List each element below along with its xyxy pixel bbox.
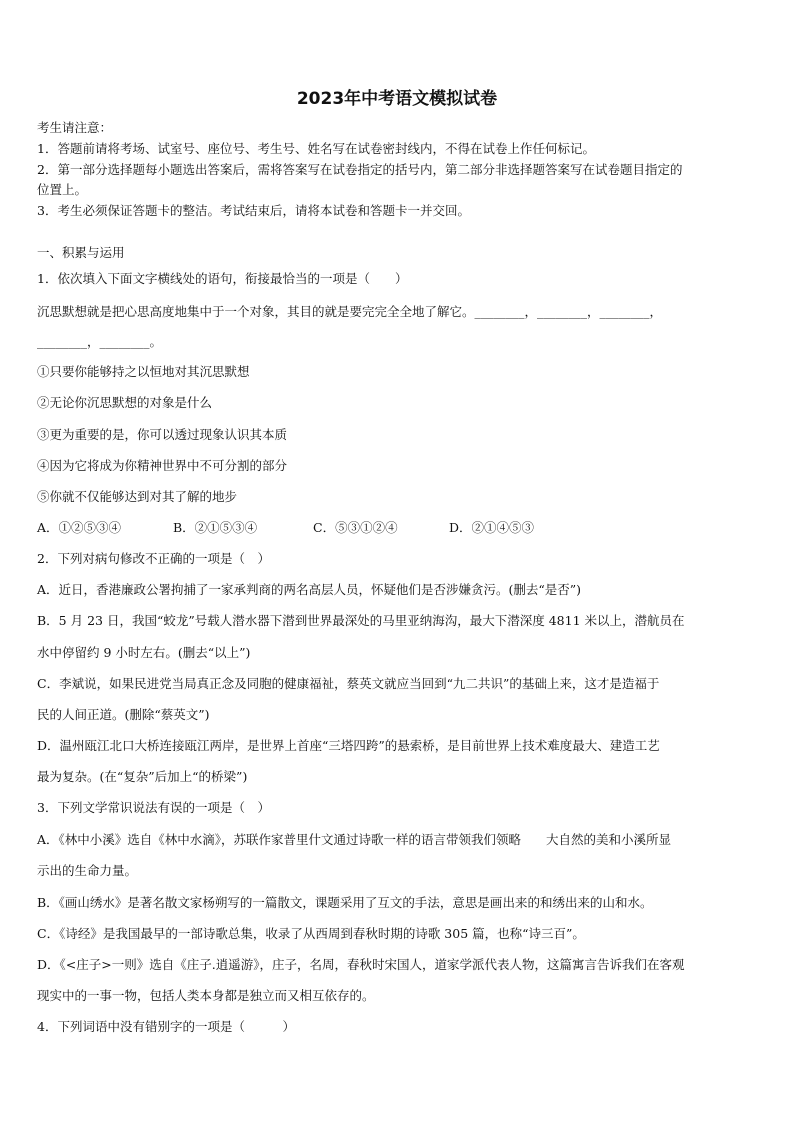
question-2-line: D．温州瓯江北口大桥连接瓯江两岸，是世界上首座“三塔四跨”的悬索桥，是目前世界上技术难度最大、建造工艺 bbox=[37, 738, 660, 753]
question-1-text: 沉思默想就是把心思高度地集中于一个对象，其目的就是要完完全全地了解它。________，________，________， bbox=[37, 304, 663, 319]
notice-item: 3．考生必须保证答题卡的整洁。考试结束后，请将本试卷和答题卡一并交回。 bbox=[37, 203, 470, 218]
question-1-options bbox=[37, 520, 759, 536]
question-2-line: 最为复杂。(在“复杂”后加上“的桥梁”) bbox=[37, 769, 248, 784]
question-2-line: B．5 月 23 日，我国“蛟龙”号载人潜水器下潜到世界最深处的马里亚纳海沟，最大下潜深度 4811 米以上，潜航员在 bbox=[37, 613, 685, 628]
question-1-item: ①只要你能够持之以恒地对其沉思默想 bbox=[37, 364, 250, 379]
page-title: 2023年中考语文模拟试卷 bbox=[296, 89, 498, 109]
notice-item: 位置上。 bbox=[37, 182, 88, 197]
question-2-line: C．李斌说，如果民进党当局真正念及同胞的健康福祉，蔡英文就应当回到“九二共识”的基础上来，这才是造福于 bbox=[37, 676, 660, 691]
question-1-text: ________，________。 bbox=[37, 334, 163, 349]
notice-item: 2．第一部分选择题每小题选出答案后，需将答案写在试卷指定的括号内，第二部分非选择题答案写在试卷题目指定的 bbox=[37, 162, 683, 177]
question-1-item: ④因为它将成为你精神世界中不可分割的部分 bbox=[37, 458, 288, 473]
question-3-stem: 3．下列文学常识说法有误的一项是（ ） bbox=[37, 800, 270, 815]
question-3-line: A．《林中小溪》选自《林中水滴》，苏联作家普里什文通过诗歌一样的语言带领我们领略 大自然的美和小溪所显 bbox=[37, 832, 672, 847]
question-3-line: B．《画山绣水》是著名散文家杨朔写的一篇散文，课题采用了互文的手法，意思是画出来的和绣出来的山和水。 bbox=[37, 895, 653, 910]
question-2-line: 民的人间正道。(删除“蔡英文”) bbox=[37, 707, 210, 722]
question-4-stem: 4．下列词语中没有错别字的一项是（ ） bbox=[37, 1019, 295, 1034]
question-1-stem: 1．依次填入下面文字横线处的语句，衔接最恰当的一项是（ ） bbox=[37, 271, 408, 286]
question-1-item: ⑤你就不仅能够达到对其了解的地步 bbox=[37, 489, 238, 504]
question-3-line: C．《诗经》是我国最早的一部诗歌总集，收录了从西周到春秋时期的诗歌 305 篇，也称“诗三百”。 bbox=[37, 926, 585, 941]
option-d: D．②①④⑤③ bbox=[449, 520, 535, 535]
option-c: C．⑤③①②④ bbox=[313, 520, 398, 535]
question-1-item: ③更为重要的是，你可以透过现象认识其本质 bbox=[37, 427, 288, 442]
question-2-stem: 2．下列对病句修改不正确的一项是（ ） bbox=[37, 551, 270, 566]
question-3-line: 现实中的一事一物，包括人类本身都是独立而又相互依存的。 bbox=[37, 988, 375, 1003]
section-heading: 一、积累与运用 bbox=[37, 245, 125, 260]
option-a: A．①②⑤③④ bbox=[37, 520, 122, 535]
notice-heading: 考生请注意： bbox=[37, 120, 113, 135]
question-2-line: A．近日，香港廉政公署拘捕了一家承判商的两名高层人员，怀疑他们是否涉嫌贪污。(删去“是否”) bbox=[37, 582, 582, 597]
notice-item: 1．答题前请将考场、试室号、座位号、考生号、姓名写在试卷密封线内，不得在试卷上作任何标记。 bbox=[37, 141, 595, 156]
option-b: B．②①⑤③④ bbox=[173, 520, 258, 535]
question-1-item: ②无论你沉思默想的对象是什么 bbox=[37, 395, 213, 410]
question-2-line: 水中停留约 9 小时左右。(删去“以上”) bbox=[37, 645, 251, 660]
question-3-line: D．《<庄子>一则》选自《庄子.逍遥游》，庄子，名周，春秋时宋国人，道家学派代表人物，这篇寓言告诉我们在客观 bbox=[37, 957, 685, 972]
question-3-line: 示出的生命力量。 bbox=[37, 863, 138, 878]
